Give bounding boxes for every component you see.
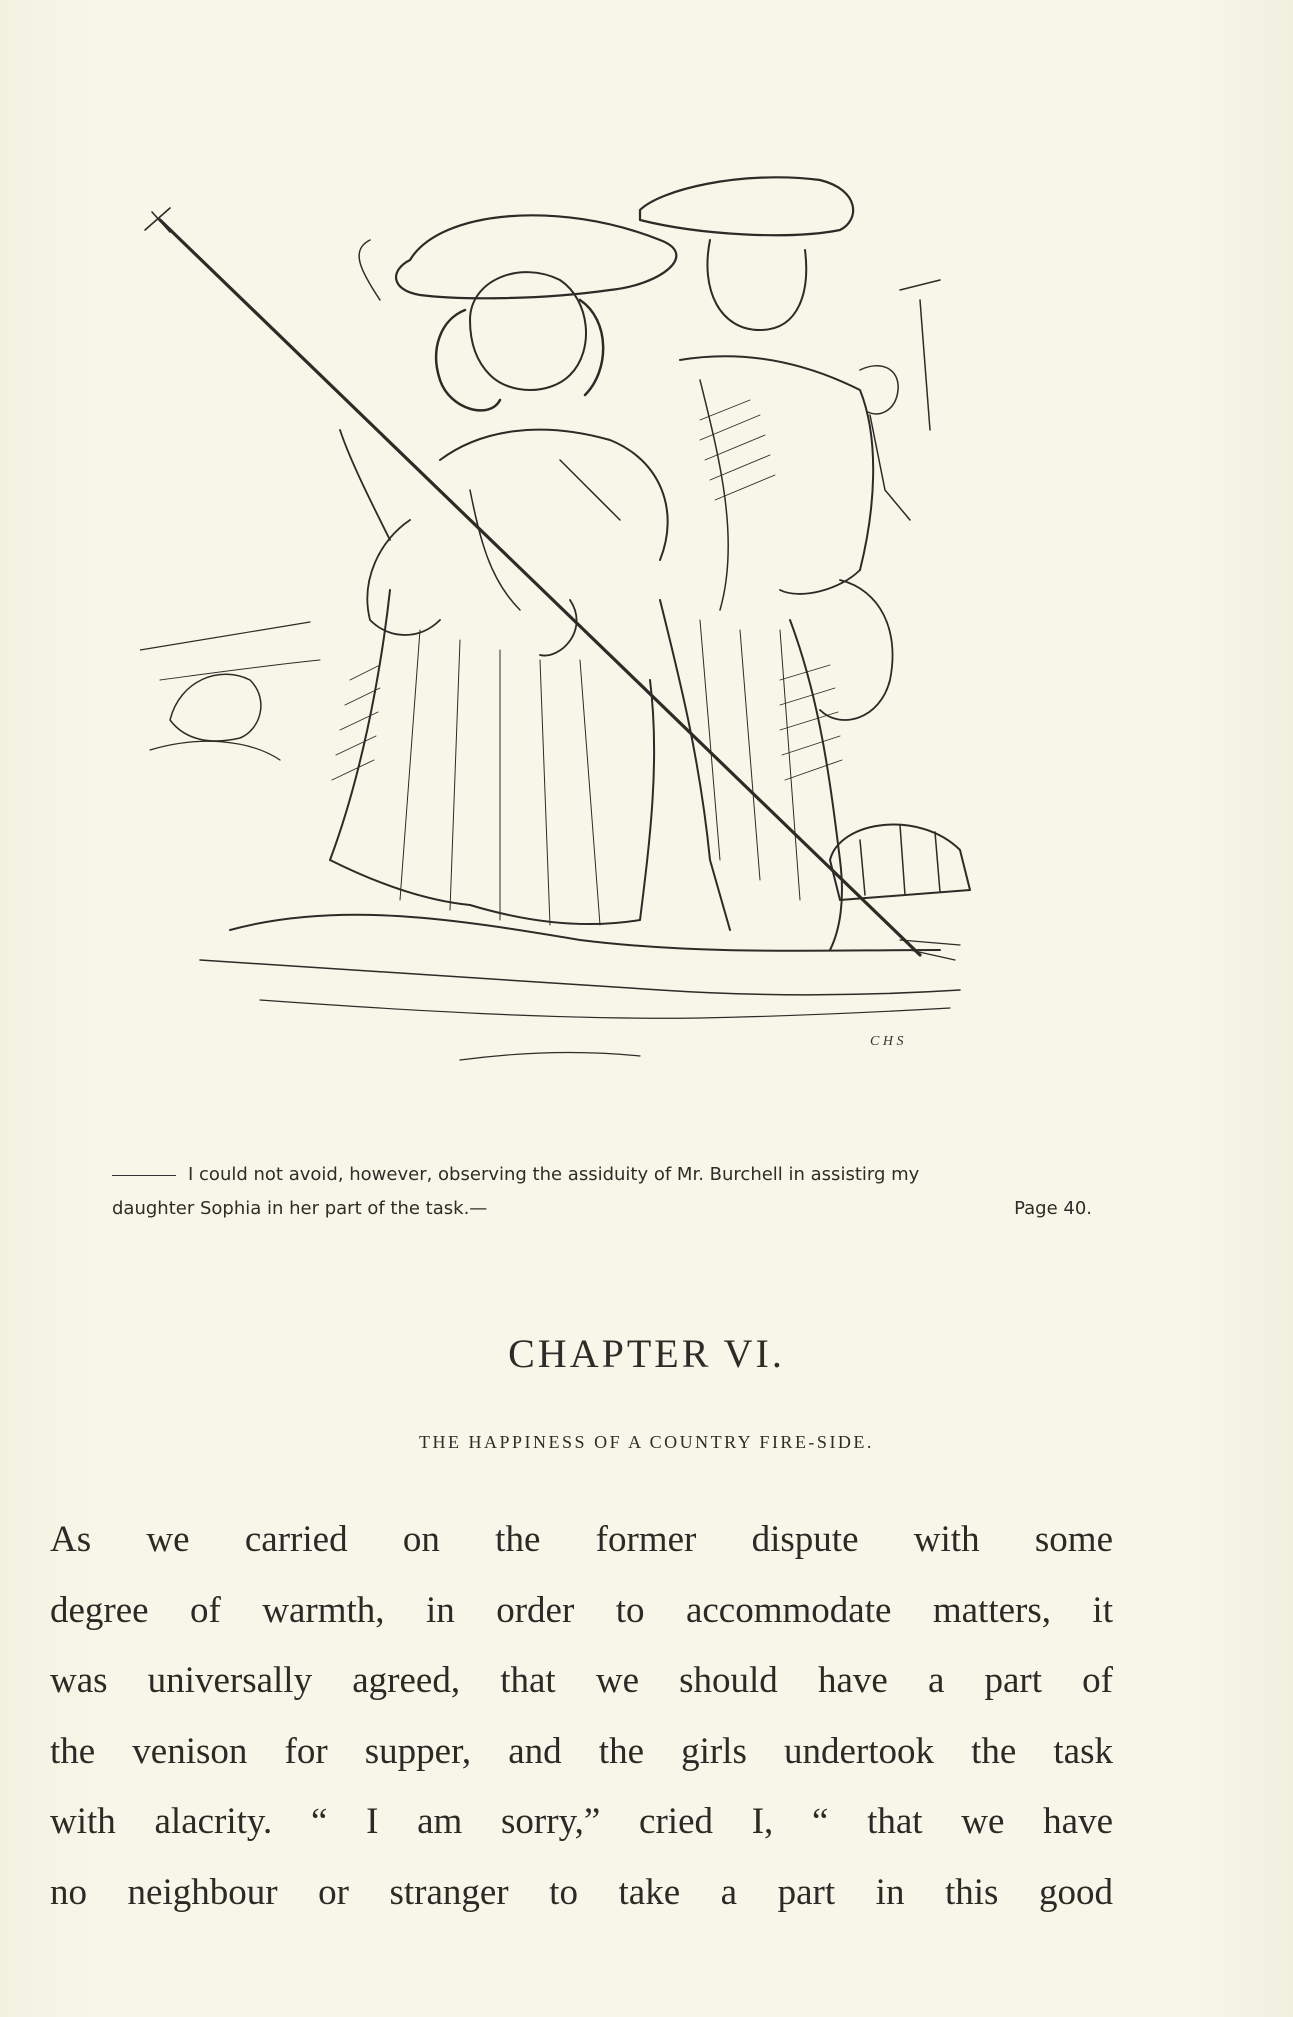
caption-line-1 bbox=[112, 1158, 1092, 1192]
chapter-subtitle: THE HAPPINESS OF A COUNTRY FIRE-SIDE. bbox=[419, 1432, 874, 1452]
caption-line-2 bbox=[112, 1192, 1092, 1226]
engraving-illustration bbox=[140, 160, 1060, 1120]
body-line-3: was universally agreed, that we should have a part of bbox=[50, 1660, 1113, 1701]
caption-text-2: daughter Sophia in her part of the task.— bbox=[112, 1198, 488, 1219]
body-line-5: with alacrity. “ I am sorry,” cried I, “ that we have bbox=[50, 1801, 1113, 1842]
body-line-4: the venison for supper, and the girls undertook the task bbox=[50, 1730, 1113, 1772]
illustration-caption bbox=[112, 1158, 1092, 1226]
caption-page-reference: Page 40. bbox=[1014, 1198, 1092, 1219]
body-text bbox=[50, 1505, 1113, 1928]
caption-text-1: I could not avoid, however, observing the assiduity of Mr. Burchell in assistirg my bbox=[188, 1164, 920, 1185]
body-line-2: degree of warmth, in order to accommodate matters, it bbox=[50, 1589, 1113, 1631]
caption-dash bbox=[112, 1175, 176, 1176]
chapter-title: CHAPTER VI. bbox=[508, 1331, 785, 1376]
body-line-6: no neighbour or stranger to take a part in this good bbox=[50, 1871, 1113, 1913]
body-line-1: As we carried on the former dispute with some bbox=[50, 1519, 1113, 1560]
artist-signature: C H S bbox=[870, 1034, 904, 1049]
